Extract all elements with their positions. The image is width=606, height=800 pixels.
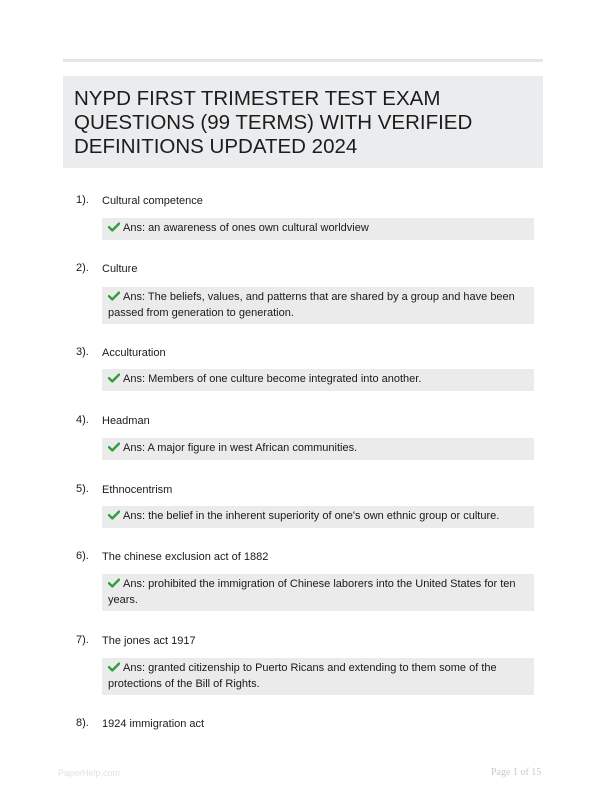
question-number: 8).: [76, 717, 89, 729]
check-icon: [108, 662, 120, 672]
check-icon: [108, 442, 120, 452]
question-term: Acculturation: [102, 347, 166, 359]
question-number: 5).: [76, 483, 89, 495]
question-number: 7).: [76, 634, 89, 646]
check-icon: [108, 510, 120, 520]
top-rule: [63, 59, 543, 62]
answer-text: Ans: granted citizenship to Puerto Ricans and extending to them some of the protections of the Bill of Rights.: [108, 662, 497, 690]
question-number: 2).: [76, 262, 89, 274]
answer-box: [102, 369, 534, 391]
question-term: Headman: [102, 415, 150, 427]
question-number: 4).: [76, 414, 89, 426]
document-title: NYPD FIRST TRIMESTER TEST EXAM QUESTIONS (99 TERMS) WITH VERIFIED DEFINITIONS UPDATED 2024: [74, 87, 473, 158]
question-term: Culture: [102, 263, 138, 275]
check-icon: [108, 373, 120, 383]
answer-box: [102, 218, 534, 240]
answer-box: [102, 287, 534, 324]
question-number: 3).: [76, 346, 89, 358]
check-icon: [108, 222, 120, 232]
answer-text: Ans: an awareness of ones own cultural worldview: [123, 222, 369, 234]
answer-text: Ans: Members of one culture become integrated into another.: [123, 373, 422, 385]
question-term: The jones act 1917: [102, 635, 196, 647]
answer-box: [102, 658, 534, 695]
title-box: [63, 76, 543, 168]
answer-box: [102, 506, 534, 528]
check-icon: [108, 578, 120, 588]
question-number: 6).: [76, 550, 89, 562]
question-term: 1924 immigration act: [102, 718, 205, 730]
question-term: The chinese exclusion act of 1882: [102, 551, 269, 563]
answer-text: Ans: A major figure in west African communities.: [123, 442, 358, 454]
question-number: 1).: [76, 194, 89, 206]
answer-text: Ans: prohibited the immigration of Chinese laborers into the United States for ten years.: [108, 578, 516, 606]
footer-watermark: PaperHelp.com: [58, 768, 121, 778]
question-term: Cultural competence: [102, 195, 203, 207]
question-term: Ethnocentrism: [102, 484, 173, 496]
page-indicator: Page 1 of 15: [491, 767, 542, 778]
answer-text: Ans: the belief in the inherent superiority of one's own ethnic group or culture.: [123, 510, 500, 522]
answer-text: Ans: The beliefs, values, and patterns that are shared by a group and have been passed from generation to generation.: [108, 291, 515, 319]
check-icon: [108, 291, 120, 301]
answer-box: [102, 574, 534, 611]
answer-box: [102, 438, 534, 460]
